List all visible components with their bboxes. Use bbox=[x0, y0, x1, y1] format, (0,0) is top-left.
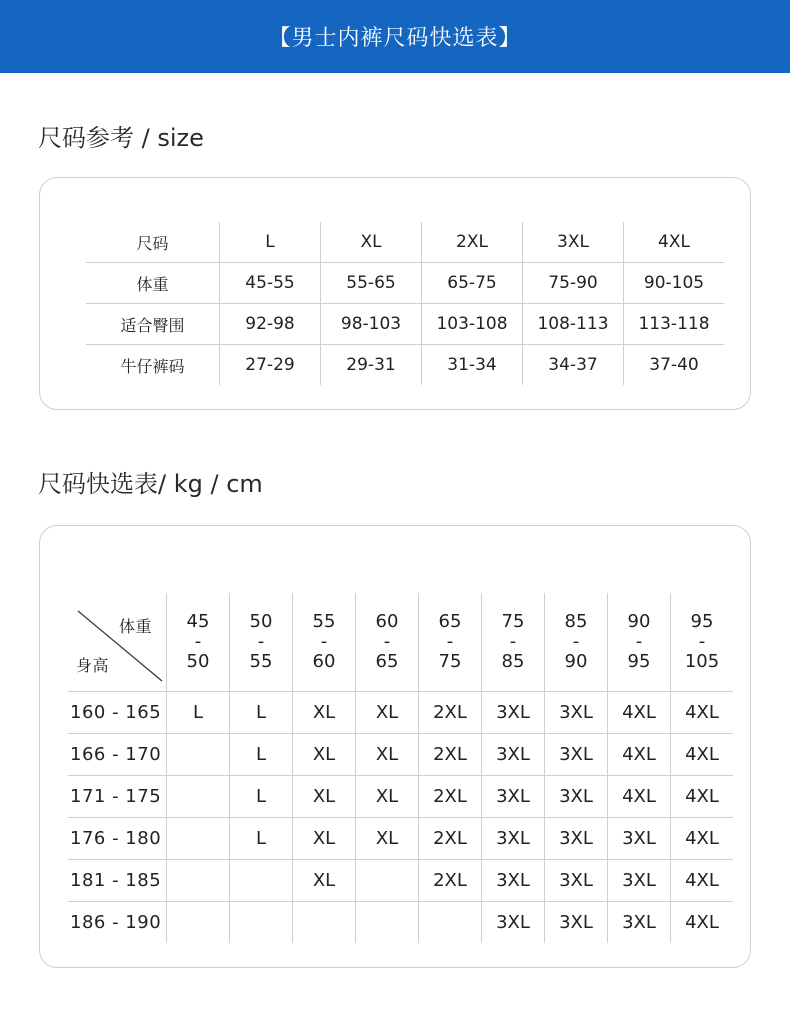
size-cell bbox=[293, 902, 356, 944]
size-cell: XL bbox=[356, 734, 419, 776]
weight-dash: - bbox=[194, 631, 202, 652]
weight-range-header bbox=[608, 593, 671, 692]
table-cell: XL bbox=[321, 222, 422, 263]
height-range-label: 176 - 180 bbox=[68, 818, 167, 860]
weight-range-header bbox=[671, 593, 734, 692]
height-range-label: 186 - 190 bbox=[68, 902, 167, 944]
size-cell bbox=[230, 860, 293, 902]
weight-max: 55 bbox=[249, 651, 273, 672]
weight-range bbox=[608, 612, 670, 672]
size-cell: XL bbox=[293, 692, 356, 734]
size-cell: XL bbox=[356, 818, 419, 860]
table-row bbox=[86, 345, 724, 386]
height-range-label: 166 - 170 bbox=[68, 734, 167, 776]
size-cell: L bbox=[230, 776, 293, 818]
weight-range bbox=[671, 612, 733, 672]
size-cell bbox=[419, 902, 482, 944]
size-cell: L bbox=[230, 692, 293, 734]
size-cell bbox=[167, 734, 230, 776]
size-cell: 3XL bbox=[608, 902, 671, 944]
size-cell: L bbox=[230, 734, 293, 776]
size-cell: 3XL bbox=[545, 734, 608, 776]
table-cell: 55-65 bbox=[321, 263, 422, 304]
weight-range bbox=[356, 612, 418, 672]
weight-max: 90 bbox=[564, 651, 588, 672]
size-cell bbox=[167, 818, 230, 860]
size-cell: XL bbox=[293, 776, 356, 818]
height-range-label: 171 - 175 bbox=[68, 776, 167, 818]
row-label: 尺码 bbox=[136, 233, 169, 253]
size-cell: L bbox=[230, 818, 293, 860]
size-cell: 2XL bbox=[419, 860, 482, 902]
weight-range bbox=[545, 612, 607, 672]
weight-range-header bbox=[167, 593, 230, 692]
weight-header-row bbox=[68, 593, 733, 692]
size-cell: 3XL bbox=[482, 818, 545, 860]
size-cell: 2XL bbox=[419, 776, 482, 818]
weight-min: 65 bbox=[438, 611, 462, 632]
weight-dash: - bbox=[320, 631, 328, 652]
size-cell: 2XL bbox=[419, 818, 482, 860]
size-cell: 2XL bbox=[419, 692, 482, 734]
weight-dash: - bbox=[446, 631, 454, 652]
size-cell: 3XL bbox=[545, 818, 608, 860]
table-row bbox=[86, 304, 724, 345]
table-cell: 27-29 bbox=[220, 345, 321, 386]
weight-dash: - bbox=[698, 631, 706, 652]
weight-max: 65 bbox=[375, 651, 399, 672]
size-cell: 3XL bbox=[482, 692, 545, 734]
size-cell: 3XL bbox=[608, 860, 671, 902]
table-row bbox=[68, 776, 733, 818]
table-cell: 90-105 bbox=[624, 263, 725, 304]
weight-min: 85 bbox=[564, 611, 588, 632]
table-cell: 3XL bbox=[523, 222, 624, 263]
size-cell: 3XL bbox=[482, 734, 545, 776]
weight-range bbox=[419, 612, 481, 672]
size-cell: 2XL bbox=[419, 734, 482, 776]
weight-dash: - bbox=[635, 631, 643, 652]
table-row bbox=[68, 734, 733, 776]
weight-max: 105 bbox=[684, 651, 720, 672]
table-cell: 45-55 bbox=[220, 263, 321, 304]
banner-title: 【男士内裤尺码快选表】 bbox=[268, 26, 522, 51]
table-row bbox=[68, 902, 733, 944]
weight-range bbox=[482, 612, 544, 672]
size-cell: 4XL bbox=[671, 776, 734, 818]
table-cell: 31-34 bbox=[422, 345, 523, 386]
table-cell: 4XL bbox=[624, 222, 725, 263]
height-range-label: 181 - 185 bbox=[68, 860, 167, 902]
size-cell bbox=[167, 776, 230, 818]
size-cell: 4XL bbox=[671, 860, 734, 902]
table-cell: 75-90 bbox=[523, 263, 624, 304]
row-label: 牛仔裤码 bbox=[86, 345, 220, 386]
title-banner bbox=[0, 0, 790, 73]
size-cell bbox=[356, 860, 419, 902]
table-row bbox=[86, 263, 724, 304]
weight-max: 85 bbox=[501, 651, 525, 672]
corner-weight-label: 体重 bbox=[119, 617, 153, 636]
corner-cell bbox=[68, 593, 167, 692]
size-reference-title: 尺码参考 / size bbox=[38, 124, 204, 152]
size-cell bbox=[167, 902, 230, 944]
size-cell: XL bbox=[293, 734, 356, 776]
weight-min: 95 bbox=[690, 611, 714, 632]
weight-dash: - bbox=[509, 631, 517, 652]
size-cell: L bbox=[167, 692, 230, 734]
table-cell: 92-98 bbox=[220, 304, 321, 345]
weight-max: 50 bbox=[186, 651, 210, 672]
quick-select-table bbox=[68, 593, 733, 943]
weight-max: 75 bbox=[438, 651, 462, 672]
size-cell: 4XL bbox=[608, 692, 671, 734]
weight-range-header bbox=[482, 593, 545, 692]
weight-range-header bbox=[419, 593, 482, 692]
weight-dash: - bbox=[383, 631, 391, 652]
table-cell: 98-103 bbox=[321, 304, 422, 345]
weight-range-header bbox=[293, 593, 356, 692]
table-cell: 2XL bbox=[422, 222, 523, 263]
size-cell: 3XL bbox=[482, 902, 545, 944]
table-cell: 65-75 bbox=[422, 263, 523, 304]
quick-select-card bbox=[39, 525, 751, 968]
size-cell: 4XL bbox=[608, 734, 671, 776]
size-cell: 3XL bbox=[482, 860, 545, 902]
table-cell: 103-108 bbox=[422, 304, 523, 345]
weight-max: 60 bbox=[312, 651, 336, 672]
height-range-label: 160 - 165 bbox=[70, 702, 162, 723]
table-row bbox=[68, 692, 733, 734]
size-cell: 3XL bbox=[545, 776, 608, 818]
weight-range-header bbox=[545, 593, 608, 692]
size-cell: 3XL bbox=[482, 776, 545, 818]
size-cell: XL bbox=[356, 776, 419, 818]
size-reference-card bbox=[39, 177, 751, 410]
weight-min: 45 bbox=[186, 611, 210, 632]
size-cell: 3XL bbox=[545, 902, 608, 944]
corner-height-label: 身高 bbox=[76, 656, 110, 675]
size-cell: 4XL bbox=[671, 692, 734, 734]
weight-range bbox=[167, 612, 229, 672]
table-cell: 37-40 bbox=[624, 345, 725, 386]
table-cell: 29-31 bbox=[321, 345, 422, 386]
size-cell bbox=[230, 902, 293, 944]
size-cell: 3XL bbox=[608, 818, 671, 860]
size-reference-table bbox=[86, 222, 724, 385]
weight-dash: - bbox=[257, 631, 265, 652]
size-cell: 3XL bbox=[545, 860, 608, 902]
size-cell bbox=[356, 902, 419, 944]
size-cell bbox=[167, 860, 230, 902]
size-cell: 4XL bbox=[671, 818, 734, 860]
size-cell: XL bbox=[293, 860, 356, 902]
table-cell: 34-37 bbox=[523, 345, 624, 386]
weight-range-header bbox=[230, 593, 293, 692]
weight-min: 60 bbox=[375, 611, 399, 632]
size-cell: XL bbox=[293, 818, 356, 860]
weight-range bbox=[293, 612, 355, 672]
size-cell: 4XL bbox=[671, 902, 734, 944]
weight-max: 95 bbox=[627, 651, 651, 672]
weight-min: 55 bbox=[312, 611, 336, 632]
diagonal-divider bbox=[70, 593, 166, 691]
weight-dash: - bbox=[572, 631, 580, 652]
size-cell: XL bbox=[356, 692, 419, 734]
size-cell: 3XL bbox=[545, 692, 608, 734]
table-cell: 108-113 bbox=[523, 304, 624, 345]
table-cell: 113-118 bbox=[624, 304, 725, 345]
weight-min: 75 bbox=[501, 611, 525, 632]
weight-min: 90 bbox=[627, 611, 651, 632]
table-cell: L bbox=[220, 222, 321, 263]
table-row bbox=[68, 818, 733, 860]
weight-min: 50 bbox=[249, 611, 273, 632]
table-row bbox=[68, 860, 733, 902]
row-label: 适合臀围 bbox=[86, 304, 220, 345]
quick-select-title: 尺码快选表/ kg / cm bbox=[38, 470, 263, 498]
weight-range-header bbox=[356, 593, 419, 692]
table-header-row bbox=[86, 222, 724, 263]
row-label: 体重 bbox=[86, 263, 220, 304]
size-cell: 4XL bbox=[608, 776, 671, 818]
weight-range bbox=[230, 612, 292, 672]
size-cell: 4XL bbox=[671, 734, 734, 776]
